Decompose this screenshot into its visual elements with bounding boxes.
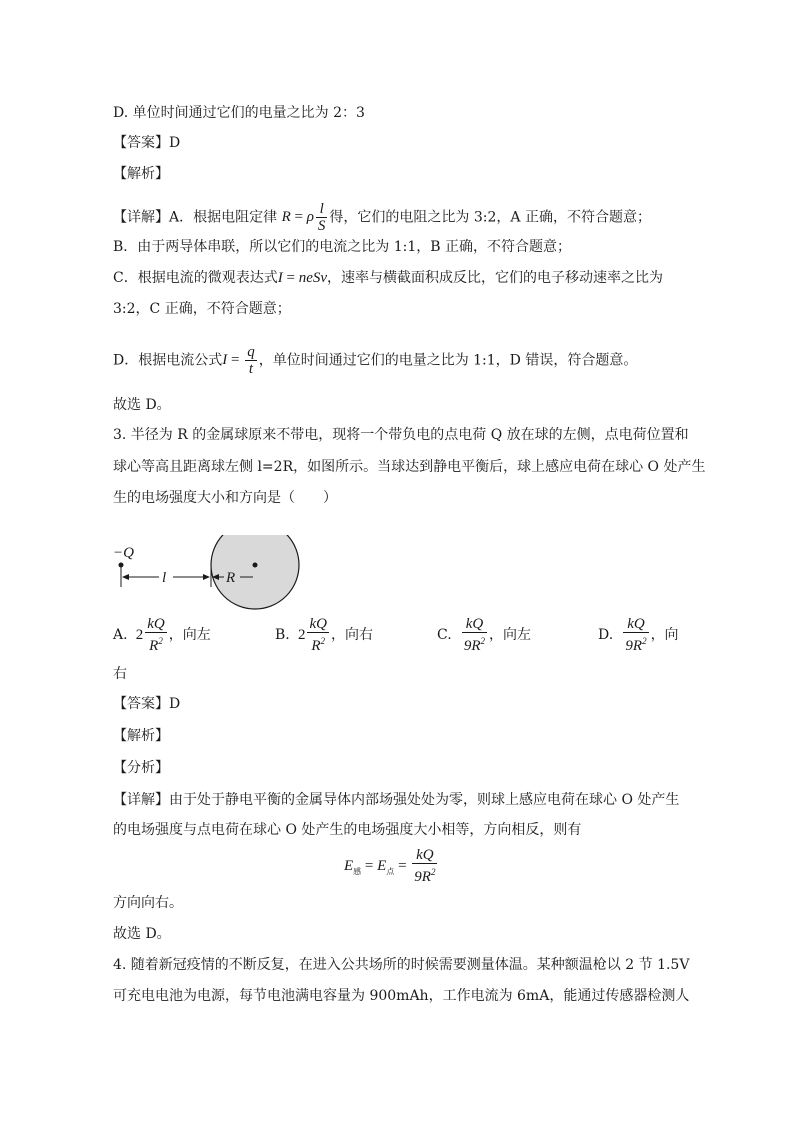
option-b [275, 617, 373, 654]
option-b-direction: ，向右 [330, 626, 373, 643]
resistance-formula: R = ρ $\frac{l}{S}$ [281, 201, 326, 234]
r-label: R [226, 570, 236, 586]
q3-answer-tag: 【答案】 [113, 696, 169, 712]
option-d-label: D. [598, 626, 614, 643]
l-arrow-right-head [203, 574, 210, 580]
option-b-label: B. [275, 626, 290, 643]
q3-stem-1: 3. 半径为 R 的金属球原来不带电，现将一个带负电的点电荷 Q 放在球的左侧，点电荷位置和 [113, 427, 689, 443]
q2-conclusion: 故选 D。 [113, 397, 171, 413]
center-point [253, 563, 258, 568]
detail-c-post: ，速率与横截面积成反比，它们的电子移动速率之比为 [327, 270, 664, 286]
field-equation-formula: $E_感 = E_点$ = $\frac{kQ}{9R^2}$ [344, 847, 436, 885]
option-a-label: A. [113, 626, 128, 643]
option-d-direction: ，向 [650, 626, 679, 643]
q3-detail-tag: 【详解】 [113, 792, 169, 808]
q4-stem-2: 可充电电池为电源，每节电池满电容量为 900mAh，工作电流为 6mA，能通过传感器检测人 [113, 988, 690, 1004]
current-formula: I = $\frac{q}{t}$ [222, 344, 255, 377]
detail-d-post: ，单位时间通过它们的电量之比为 1:1，D 错误，符合题意。 [258, 352, 638, 369]
l-label: l [162, 570, 167, 586]
option-d-wrap: 右 [113, 666, 127, 682]
current-micro-formula: I = neSv [277, 270, 328, 286]
detail-a-line [113, 202, 651, 234]
l-arrow-left-head [122, 574, 129, 580]
q4-stem-1: 4. 随着新冠疫情的不断反复，在进入公共场所的时候需要测量体温。某种额温枪以 2 节 1.5V [113, 957, 690, 973]
q3-fenxi-tag: 【分析】 [113, 760, 169, 776]
answer-line [113, 133, 180, 153]
detail-d-line [113, 345, 637, 377]
sphere-charge-figure [110, 535, 310, 610]
q3-detail-1 [113, 790, 679, 810]
option-c [437, 617, 531, 654]
detail-c-cont: 3:2，C 正确，不符合题意； [113, 301, 291, 317]
charge-label: −Q [113, 545, 134, 561]
option-c-formula: $\frac{kQ}{9R^2}$ [463, 616, 486, 654]
q3-analysis-tag: 【解析】 [113, 728, 169, 744]
detail-b-line: B．由于两导体串联，所以它们的电流之比为 1:1，B 正确，不符合题意； [113, 239, 572, 255]
answer-value: D [169, 135, 181, 151]
option-a-formula: 2 $\frac{kQ}{R^2}$ [132, 616, 165, 654]
answer-tag: 【答案】 [113, 135, 169, 151]
q3-detail-text-1: 由于处于静电平衡的金属导体内部场强处处为零，则球上感应电荷在球心 O 处产生 [169, 792, 680, 808]
q3-detail-2: 的电场强度与点电荷在球心 O 处产生的电场强度大小相等，方向相反，则有 [113, 822, 582, 838]
q3-stem-3: 生的电场强度大小和方向是（ ） [113, 490, 337, 506]
detail-c-pre: C．根据电流的微观表达式 [113, 270, 278, 286]
detail-d-pre: D．根据电流公式 [113, 352, 223, 369]
q3-direction: 方向向右。 [113, 895, 183, 911]
q3-answer-line [113, 694, 180, 714]
option-a [113, 617, 211, 654]
option-c-direction: ，向左 [489, 626, 532, 643]
option-c-label: C. [437, 626, 452, 643]
field-equation [344, 848, 439, 885]
option-d-text: D. 单位时间通过它们的电量之比为 2：3 [113, 105, 365, 121]
detail-tag: 【详解】 [113, 209, 169, 226]
option-b-formula: 2 $\frac{kQ}{R^2}$ [294, 616, 327, 654]
q3-answer-value: D [169, 696, 181, 712]
q3-stem-2: 球心等高且距离球左侧 l=2R，如图所示。当球达到静电平衡后，球上感应电荷在球心 O 处产生 [113, 459, 706, 475]
option-d [598, 617, 679, 654]
q3-conclusion: 故选 D。 [113, 926, 171, 942]
option-d-formula: $\frac{kQ}{9R^2}$ [625, 616, 647, 654]
detail-c-line [113, 268, 663, 288]
analysis-tag: 【解析】 [113, 166, 169, 182]
option-a-direction: ，向左 [168, 626, 211, 643]
detail-a-pre: A．根据电阻定律 [169, 209, 278, 226]
detail-a-post: 得，它们的电阻之比为 3:2，A 正确，不符合题意； [329, 209, 651, 226]
